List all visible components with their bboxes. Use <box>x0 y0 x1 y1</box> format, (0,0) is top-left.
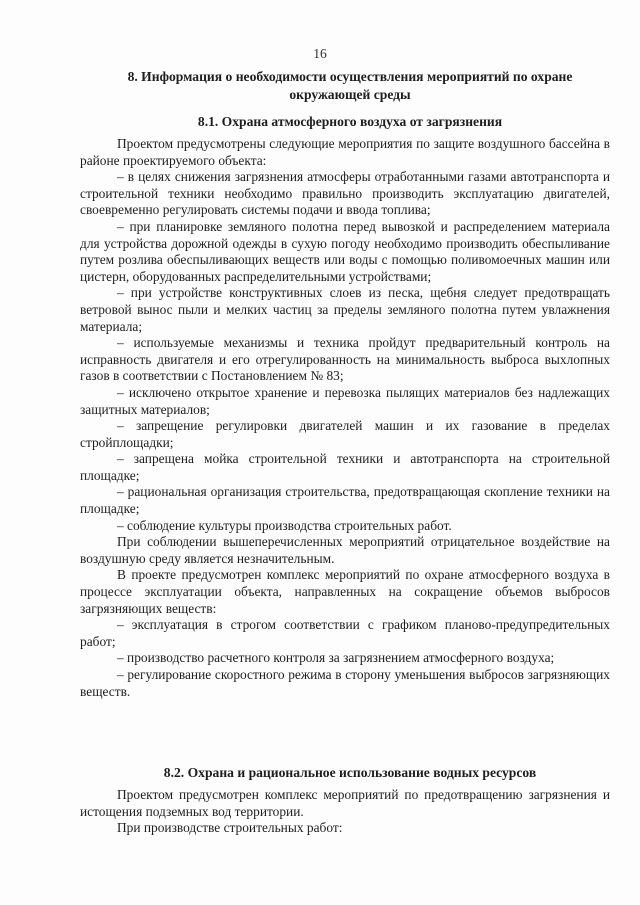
list-item: – регулирование скоростного режима в сторону уменьшения выбросов загрязняющих веществ. <box>80 667 610 699</box>
list-item: – запрещение регулировки двигателей машин и их газование в пределах стройплощадки; <box>80 418 610 450</box>
paragraph: При производстве строительных работ: <box>117 820 343 836</box>
page-number: 16 <box>313 46 327 61</box>
list-item: – соблюдение культуры производства строительных работ. <box>117 517 452 533</box>
section-2-body <box>80 787 610 837</box>
paragraph: Проектом предусмотрены следующие мероприятия по защите воздушного бассейна в районе проектируемого объекта: <box>80 136 610 168</box>
list-item: – рациональная организация строительства, предотвращающая скопление техники на площадке; <box>80 484 610 517</box>
section-1-title: 8.1. Охрана атмосферного воздуха от загрязнения <box>197 114 503 129</box>
list-item: – используемые механизмы и техника пройдут предварительный контроль на исправность двигателя и его отрегулированность на минимальность выброса выхлопных газов в соответствии с Постановлением № 83; <box>80 335 610 384</box>
paragraph: Проектом предусмотрен комплекс мероприятий по предотвращению загрязнения и истощения подземных вод территории. <box>80 787 610 819</box>
list-item: – исключено открытое хранение и перевозка пылящих материалов без надлежащих защитных материалов; <box>80 384 610 417</box>
list-item: – при устройстве конструктивных слоев из песка, щебня следует предотвращать ветровой вынос пыли и мелких частиц за пределы земляного полотна путем увлажнения материала; <box>80 285 610 334</box>
paragraph: В проекте предусмотрен комплекс мероприятий по охране атмосферного воздуха в процессе эксплуатации объекта, направленных на сокращение объемов выбросов загрязняющих веществ: <box>80 567 610 616</box>
main-heading: 8. Информация о необходимости осуществления мероприятий по охране окружающей среды <box>127 69 573 102</box>
section-1-body <box>80 136 610 700</box>
paragraph: При соблюдении вышеперечисленных мероприятий отрицательное воздействие на воздушную среду является незначительным. <box>80 534 610 566</box>
list-item: – производство расчетного контроля за загрязнением атмосферного воздуха; <box>117 650 555 666</box>
list-item: – запрещена мойка строительной техники и автотранспорта на строительной площадке; <box>80 451 610 483</box>
list-item: – эксплуатация в строгом соответствии с графиком планово-предупредительных работ; <box>80 617 610 649</box>
list-item: – при планировке земляного полотна перед вывозкой и распределением материала для устройства дорожной одежды в сухую погоду необходимо производить обеспыливание путем розлива обеспыливающих веществ или воды с помощью поливомоечных машин или цистерн, оборудованных распределительными устройствами; <box>80 218 610 284</box>
list-item: – в целях снижения загрязнения атмосферы отработанными газами автотранспорта и строительной техники необходимо правильно производить эксплуатацию двигателей, своевременно регулировать системы подачи и ввода топлива; <box>80 169 610 218</box>
section-2-title: 8.2. Охрана и рациональное использование водных ресурсов <box>163 765 537 780</box>
